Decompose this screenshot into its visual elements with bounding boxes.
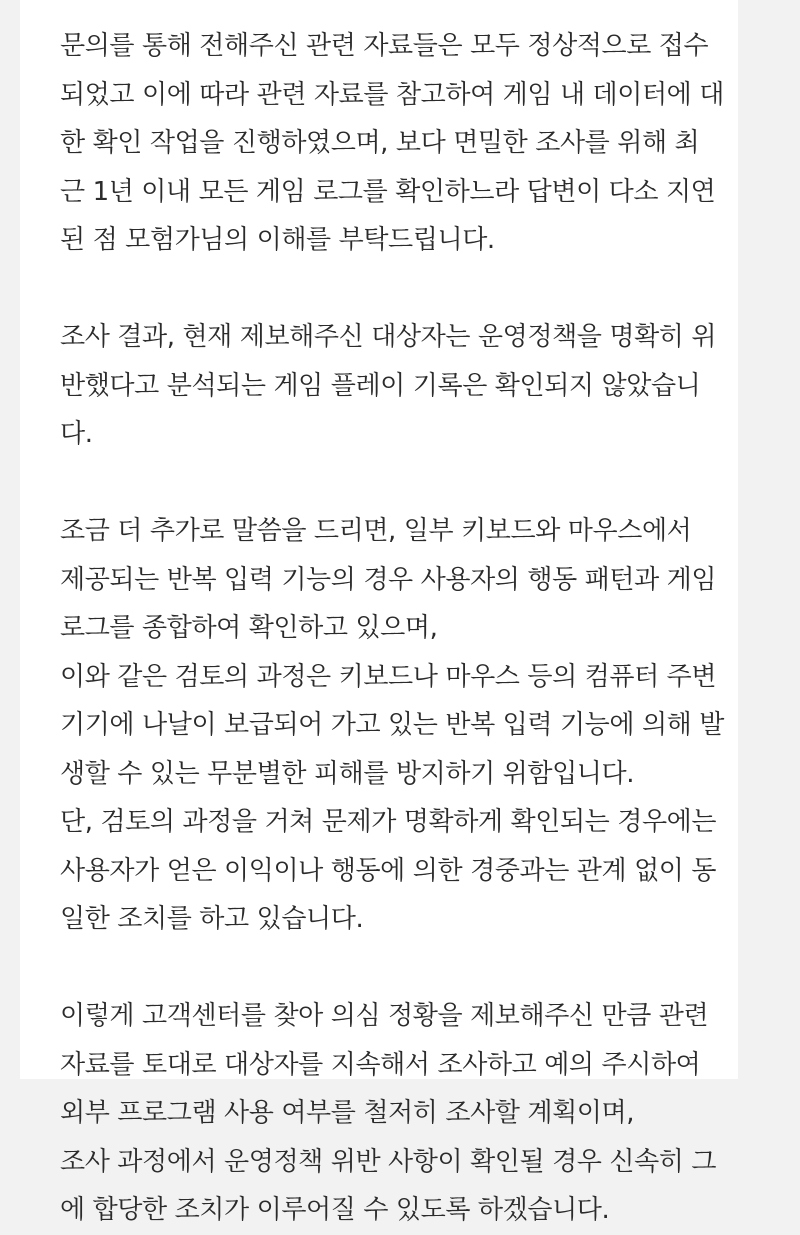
message-page (20, 0, 738, 1225)
text-line: 로그를 종합하여 확인하고 있으며, (60, 613, 438, 643)
paragraph-investigation-result (60, 313, 720, 459)
text-line: 문의를 통해 전해주신 관련 자료들은 모두 정상적으로 접수 (60, 31, 709, 61)
text-line: 사용자가 얻은 이익이나 행동에 의한 경중과는 관계 없이 동 (60, 855, 717, 886)
text-line: 일한 조치를 하고 있습니다. (60, 904, 364, 934)
paragraph-submission-received (60, 22, 724, 265)
text-line: 조사 결과, 현재 제보해주신 대상자는 운영정책을 명확히 위 (60, 322, 717, 352)
text-line: 되었고 이에 따라 관련 자료를 참고하여 게임 내 데이터에 대 (60, 79, 724, 110)
text-line: 조사 과정에서 운영정책 위반 사항이 확인될 경우 신속히 그 (60, 1146, 717, 1177)
text-line: 생할 수 있는 무분별한 피해를 방지하기 위함입니다. (60, 758, 635, 789)
paragraph-future-action (60, 992, 720, 1235)
text-line: 단, 검토의 과정을 거쳐 문제가 명확하게 확인되는 경우에는 (60, 807, 717, 837)
text-line: 제공되는 반복 입력 기능의 경우 사용자의 행동 패턴과 게임 (60, 564, 717, 595)
text-line: 된 점 모험가님의 이해를 부탁드립니다. (60, 225, 495, 255)
text-line: 한 확인 작업을 진행하였으며, 보다 면밀한 조사를 위해 최 (60, 128, 700, 158)
text-line: 기기에 나날이 보급되어 가고 있는 반복 입력 기능에 의해 발 (60, 710, 724, 740)
text-line: 조금 더 추가로 말씀을 드리면, 일부 키보드와 마우스에서 (60, 516, 692, 546)
text-line: 이와 같은 검토의 과정은 키보드나 마우스 등의 컴퓨터 주변 (60, 661, 717, 692)
text-line: 근 1년 이내 모든 게임 로그를 확인하느라 답변이 다소 지연 (60, 176, 716, 207)
text-line: 이렇게 고객센터를 찾아 의심 정황을 제보해주신 만큼 관련 (60, 1001, 709, 1031)
text-line: 자료를 토대로 대상자를 지속해서 조사하고 예의 주시하여 (60, 1049, 701, 1080)
text-line: 외부 프로그램 사용 여부를 철저히 조사할 계획이며, (60, 1098, 635, 1128)
paragraph-repeat-input-policy (60, 507, 724, 944)
message-body (60, 22, 724, 1235)
text-line: 에 합당한 조치가 이루어질 수 있도록 하겠습니다. (60, 1195, 610, 1225)
text-line: 다. (60, 419, 93, 449)
text-line: 반했다고 분석되는 게임 플레이 기록은 확인되지 않았습니 (60, 370, 701, 401)
